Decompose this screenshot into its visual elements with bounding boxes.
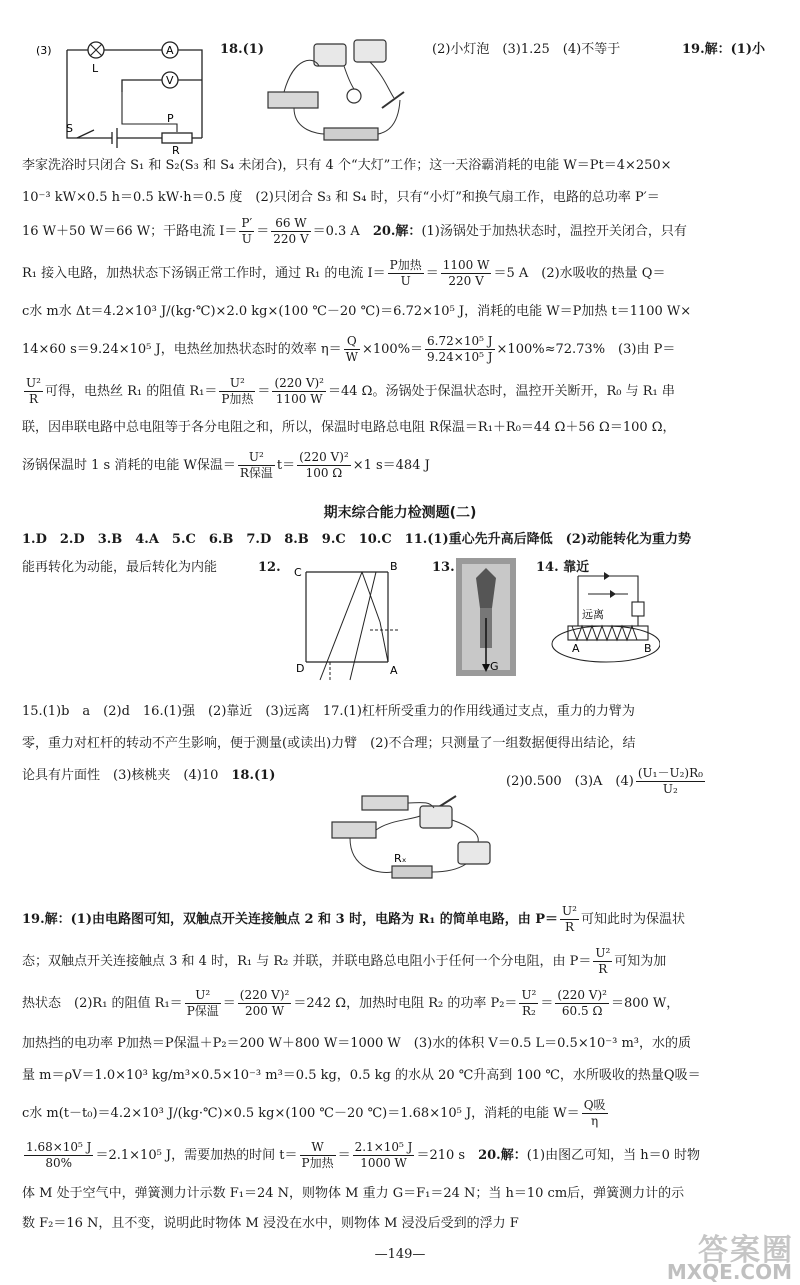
fig18-label-rx: Rₓ: [394, 852, 407, 865]
q19-line-4: 加热挡的电功率 P加热＝P保温＋P₂＝200 W＋800 W＝1000 W (3)水的体积 V＝0.5 L＝0.5×10⁻³ m³，水的质: [22, 1036, 692, 1051]
q19-line-3: 热状态 (2)R₁ 的阻值 R₁＝ $\frac{\text{U²}}{\text{P保温}}$ ＝ $\frac{\text{(220 V)²}}{200 W}$ ＝242 Ω，加热时电阻 R₂ 的功率 P₂＝ $\frac{\text{U²}}{\text{R₂}}$ ＝ $\frac{\text{(220 V)²}}{60.5 \Omega}$ ＝800 W，: [22, 988, 680, 1018]
answers-line-2: 能再转化为动能，最后转化为内能: [22, 560, 231, 575]
text-line-7: $\frac{\text{U²}}{R}$ 可得，电热丝 R₁ 的阻值 R₁＝ $\frac{\text{U²}}{\text{P加热}}$ ＝ $\frac{\text{(220 V)²}}{1100 W}$ ＝44 Ω。汤锅处于保温状态时，温控开关断开，R₀ 与 R₁ 串: [26, 376, 675, 406]
apparatus2-svg: [330, 790, 520, 890]
lamp-label: L: [92, 62, 99, 75]
text-line-6: 14×60 s＝9.24×10⁵ J，电热丝加热状态时的效率 η＝ $\frac{Q}{W}$ ×100%＝ $\frac{\text{6.72×10⁵ J}}{\text{9.24×10⁵ J}}$ ×100%≈72.73% (3)由 P＝: [22, 334, 676, 364]
fraction: $\frac{\text{U²}}{R}$: [26, 376, 41, 406]
text-line-1: 李家洗浴时只闭合 S₁ 和 S₂(S₃ 和 S₄ 未闭合)，只有 4 个“大灯”工作；这一天浴霸消耗的电能 W＝Pt＝4×250×: [22, 158, 672, 173]
fraction: $\frac{\text{(220 V)²}}{1100 W}$: [274, 376, 324, 406]
switch-label: S: [66, 122, 73, 135]
watermark-logo: 答案圈: [698, 1233, 794, 1268]
fraction: $\frac{\text{(220 V)²}}{60.5 \Omega}$: [557, 988, 607, 1018]
text-line-5: c水 m水 Δt＝4.2×10³ J/(kg·℃)×2.0 kg×(100 ℃－20 ℃)＝6.72×10⁵ J，消耗的电能 W＝P加热 t＝1100 W×: [22, 304, 692, 319]
q19-start: 19.解：(1)小: [682, 42, 765, 57]
solenoid-svg: [548, 566, 660, 666]
section-title: 期末综合能力检测题(二): [323, 505, 477, 521]
slider-label: P: [167, 112, 174, 125]
apparatus-svg: [264, 36, 414, 148]
fraction: $\frac{Q}{W}$: [345, 334, 358, 364]
q14-solenoid-diagram: [548, 566, 660, 666]
q19-line-5: 量 m＝ρV＝1.0×10³ kg/m³×0.5×10⁻³ m³＝0.5 kg，0.5 kg 的水从 20 ℃升高到 100 ℃，水所吸收的热量Q吸＝: [22, 1068, 701, 1083]
watermark-url: MXQE.COM: [666, 1260, 792, 1284]
q18-1-label: 18.(1): [220, 42, 264, 57]
fraction: $\frac{\text{U²}}{\text{P加热}}$: [221, 376, 254, 406]
rheostat-label: R: [172, 144, 180, 154]
q20-line-3: 数 F₂＝16 N，且不变，说明此时物体 M 浸没在水中，则物体 M 浸没后受到的浮力 F: [22, 1216, 519, 1231]
q18-apparatus-photo-2: [330, 790, 520, 890]
q19-line-7: $\frac{\text{1.68×10⁵ J}}{80\%}$ ＝2.1×10⁵ J，需要加热的时间 t＝ $\frac{W}{\text{P加热}}$ ＝ $\frac{\text{2.1×10⁵ J}}{1000 W}$ ＝210 s 20.解：(1)由图乙可知，当 h＝0 时物: [26, 1140, 701, 1170]
circuit-svg: [22, 34, 222, 154]
fraction: $\frac{P'}{U}$: [241, 216, 253, 246]
fraction: $\frac{\text{2.1×10⁵ J}}{1000 W}$: [354, 1140, 413, 1170]
answers-line-1: 1.D 2.D 3.B 4.A 5.C 6.B 7.D 8.B 9.C 10.C 11.(1)重心先升高后降低 (2)动能转化为重力势: [22, 532, 691, 547]
fraction: $\frac{\text{U²}}{R}$: [595, 946, 611, 976]
fig13-label-g: G: [490, 660, 499, 673]
fraction: $\frac{\text{(U₁－U₂)R₀}}{\text{U₂}}$: [637, 766, 703, 796]
q13-label: 13.: [432, 560, 455, 575]
rheostat-symbol: [162, 133, 192, 143]
fraction: $\frac{\text{U²}}{R}$: [562, 904, 577, 934]
fig12-label-a: A: [390, 664, 398, 677]
text-line-4: R₁ 接入电路，加热状态下汤锅正常工作时，通过 R₁ 的电流 I＝ $\frac{\text{P加热}}{U}$ ＝ $\frac{1100 W}{220 V}$ ＝5 A (2)水吸收的热量 Q＝: [22, 258, 666, 288]
fraction: $\frac{66 W}{220 V}$: [273, 216, 309, 246]
fig12-label-c: C: [294, 566, 302, 579]
q12-optics-diagram: [290, 562, 410, 682]
fraction: $\frac{\text{U²}}{\text{P保温}}$: [186, 988, 219, 1018]
page-number: —149—: [374, 1247, 426, 1262]
q19-line-1: 19.解：(1)由电路图可知，双触点开关连接触点 2 和 3 时，电路为 R₁ 的简单电路，由 P＝ $\frac{\text{U²}}{R}$ 可知此时为保温状: [22, 904, 685, 934]
fig14-label-a: A: [572, 642, 580, 655]
q18-rest: (2)小灯泡 (3)1.25 (4)不等于: [432, 42, 634, 57]
q18-apparatus-photo: [264, 36, 414, 148]
q17-3-label: (3): [36, 44, 52, 57]
fraction: $\frac{\text{1.68×10⁵ J}}{80\%}$: [26, 1140, 92, 1170]
fraction: $\frac{W}{\text{P加热}}$: [301, 1140, 334, 1170]
fig14-label-b: B: [644, 642, 652, 655]
q15-line: 15.(1)b a (2)d 16.(1)强 (2)靠近 (3)远离 17.(1)杠杆所受重力的作用线通过支点，重力的力臂为: [22, 704, 635, 719]
text-line-9: 汤锅保温时 1 s 消耗的电能 W保温＝ $\frac{\text{U²}}{\text{R保温}}$ t＝ $\frac{\text{(220 V)²}}{100 \Omega}$ ×1 s＝484 J: [22, 450, 430, 480]
fraction: $\frac{\text{6.72×10⁵ J}}{\text{9.24×10⁵ J}}$: [427, 334, 493, 364]
q19-line-2: 态；双触点开关连接触点 3 和 4 时，R₁ 与 R₂ 并联，并联电路总电阻小于任何一个分电阻，由 P＝ $\frac{\text{U²}}{R}$ 可知为加: [22, 946, 667, 976]
voltmeter-label: V: [166, 74, 174, 87]
fraction: $\frac{\text{P加热}}{U}$: [389, 258, 422, 288]
photo-svg: [456, 558, 516, 676]
fraction: $\frac{1100 W}{220 V}$: [442, 258, 490, 288]
fraction: $\frac{\text{(220 V)²}}{200 W}$: [239, 988, 290, 1018]
text-line-2: 10⁻³ kW×0.5 h＝0.5 kW·h＝0.5 度 (2)只闭合 S₃ 和 S₄ 时，只有“小灯”和换气扇工作，电路的总功率 P′＝: [22, 190, 660, 205]
fraction: $\frac{\text{U²}}{\text{R₂}}$: [521, 988, 537, 1018]
ammeter-label: A: [166, 44, 174, 57]
q17-line-2: 零，重力对杠杆的转动不产生影响，便于测量(或读出)力臂 (2)不合理；只测量了一组数据便得出结论，结: [22, 736, 636, 751]
fig12-label-b: B: [390, 562, 398, 573]
fig12-label-d: D: [296, 662, 305, 675]
q12-label: 12.: [258, 560, 281, 575]
text-line-3: 16 W＋50 W＝66 W；干路电流 I＝ $\frac{P'}{U}$ ＝ $\frac{66 W}{220 V}$ ＝0.3 A 20.解：(1)汤锅处于加热状态时，温控开关闭合，只有: [22, 216, 687, 246]
fraction: $\frac{\text{Q吸}}{\eta}$: [583, 1098, 606, 1128]
switch-symbol: [77, 130, 94, 138]
q20-line-2: 体 M 处于空气中，弹簧测力计示数 F₁＝24 N，则物体 M 重力 G＝F₁＝24 N；当 h＝10 cm后，弹簧测力计的示: [22, 1186, 685, 1201]
optics-svg: [290, 562, 410, 682]
q17-circuit-diagram: [22, 34, 222, 154]
fraction: $\frac{\text{U²}}{\text{R保温}}$: [239, 450, 273, 480]
q13-photo: [456, 558, 516, 676]
q14-label: 14. 靠近: [536, 560, 590, 575]
q19-line-6: c水 m(t－t₀)＝4.2×10³ J/(kg·℃)×0.5 kg×(100 ℃－20 ℃)＝1.68×10⁵ J，消耗的电能 W＝ $\frac{\text{Q吸}}{\eta}$: [22, 1098, 606, 1128]
fraction: $\frac{\text{(220 V)²}}{100 \Omega}$: [299, 450, 349, 480]
fig14-label-far: 远离: [582, 608, 604, 621]
text-line-8: 联，因串联电路中总电阻等于各分电阻之和，所以，保温时电路总电阻 R保温＝R₁＋R₀＝44 Ω＋56 Ω＝100 Ω，: [22, 420, 676, 435]
q18-rest-2: (2)0.500 (3)A (4) $\frac{\text{(U₁－U₂)R₀}}{\text{U₂}}$: [506, 766, 703, 796]
q17-line-3: 论具有片面性 (3)核桃夹 (4)10 18.(1): [22, 768, 276, 783]
